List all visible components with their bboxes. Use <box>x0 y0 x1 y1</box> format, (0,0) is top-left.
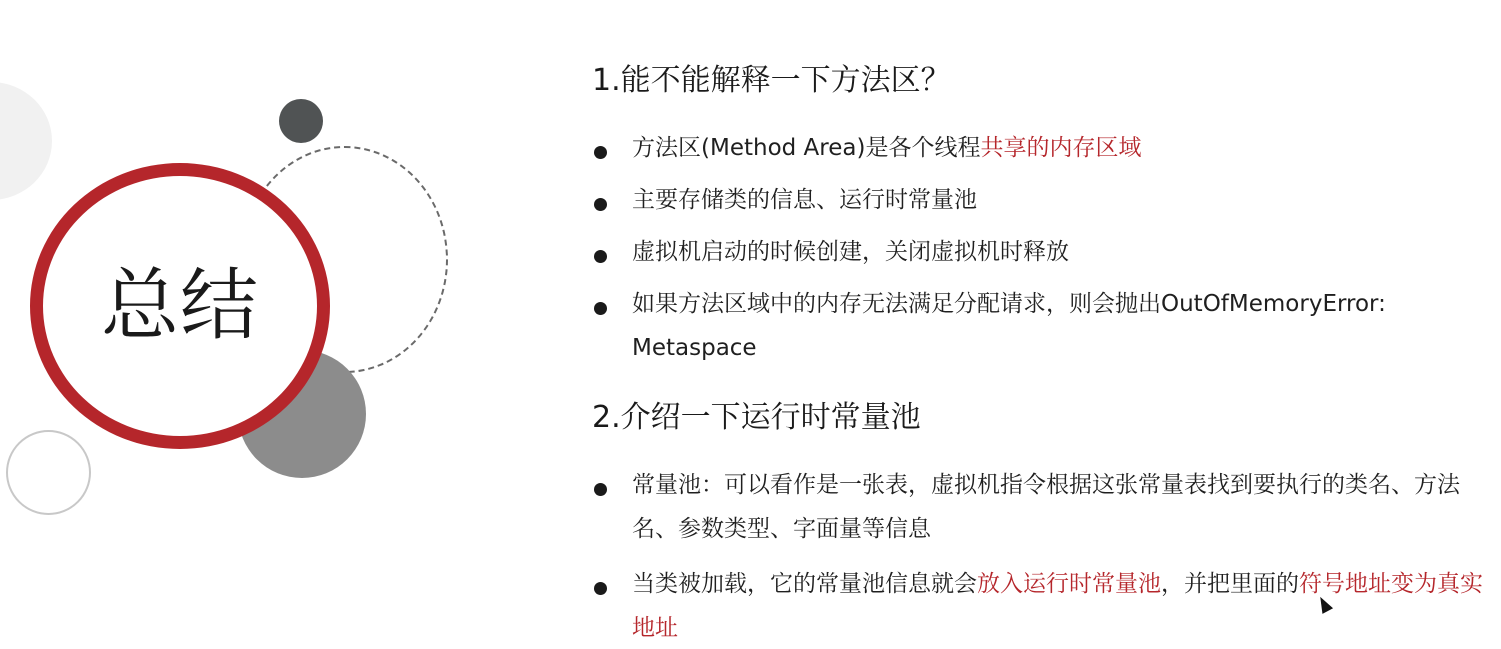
bullet-icon <box>594 582 607 595</box>
bullet-text: 当类被加载，它的常量池信息就会 <box>632 571 977 597</box>
list-item <box>592 571 1483 649</box>
list-item <box>592 240 1472 274</box>
bullet-text: 虚拟机启动的时候创建，关闭虚拟机时释放 <box>632 239 1069 265</box>
bullet-text: ，并把里面的 <box>1161 571 1299 597</box>
section-2-title: 2.介绍一下运行时常量池 <box>592 400 921 435</box>
bullet-icon <box>594 146 607 159</box>
bullet-highlight: 放入运行时常量池 <box>977 571 1161 597</box>
decorative-circle-dark <box>279 99 323 143</box>
bullet-text: 如果方法区域中的内存无法满足分配请求，则会抛出OutOfMemoryError: Metaspace <box>632 291 1386 361</box>
list-item <box>592 188 1472 222</box>
bullet-icon <box>594 483 607 496</box>
bullet-highlight: 共享的内存区域 <box>980 135 1142 161</box>
decorative-circle-pale <box>0 82 52 200</box>
list-item <box>592 292 1472 370</box>
list-item <box>592 473 1472 551</box>
bullet-text: 常量池：可以看作是一张表，虚拟机指令根据这张常量表找到要执行的类名、方法名、参数类型、字面量等信息 <box>632 472 1460 542</box>
bullet-icon <box>594 302 607 315</box>
bullet-text: 方法区(Method Area)是各个线程 <box>632 135 981 161</box>
bullet-highlight: 符号地址变为真实地址 <box>632 571 1483 641</box>
decorative-circle-outline <box>6 430 91 515</box>
bullet-icon <box>594 250 607 263</box>
bullet-text: 主要存储类的信息、运行时常量池 <box>632 187 977 213</box>
bullet-icon <box>594 198 607 211</box>
summary-title: 总结 <box>100 261 259 351</box>
section-1-title: 1.能不能解释一下方法区？ <box>592 63 951 98</box>
list-item <box>592 136 1472 170</box>
summary-ring <box>30 163 330 449</box>
